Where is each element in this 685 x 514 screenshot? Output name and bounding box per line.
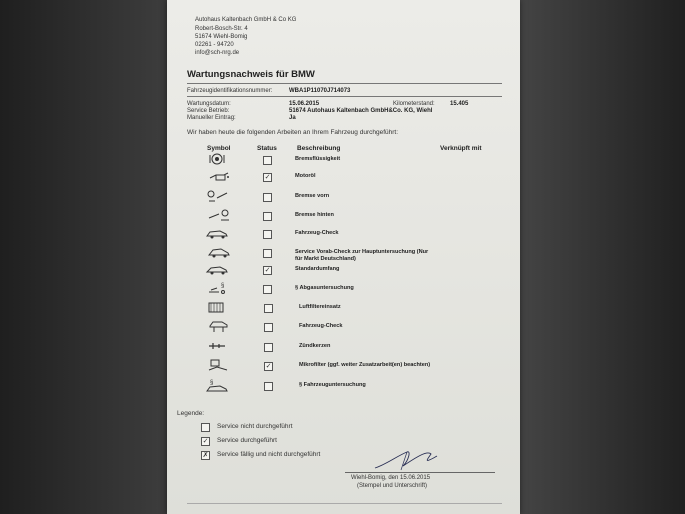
service-description: Luftfiltereinsatz [299, 304, 341, 310]
service-description-line2: für Markt Deutschland) [295, 256, 356, 262]
legend-checkbox [201, 451, 210, 460]
service-description: Standardumfang [295, 266, 340, 272]
service-description: Zündkerzen [299, 343, 331, 349]
dealer-name: Autohaus Kaltenbach GmbH & Co KG [195, 17, 297, 23]
vin-label: Fahrzeugidentifikationsnummer: [187, 88, 273, 94]
footer-divider [187, 503, 502, 504]
dealer-email: info@sch-nrg.de [195, 50, 240, 56]
legend-text: Service nicht durchgeführt [217, 423, 293, 430]
mileage-value: 15.405 [450, 101, 469, 107]
svg-text:§: § [221, 283, 225, 289]
legend-list [167, 0, 520, 514]
legend-mark: ✗ [202, 452, 209, 459]
dealer-street: Robert-Bosch-Str. 4 [195, 26, 248, 32]
checkmark: ✓ [265, 363, 272, 370]
service-description: Motoröl [295, 173, 316, 179]
service-description: Fahrzeug-Check [299, 323, 343, 329]
header-linked: Verknüpft mit [440, 145, 482, 152]
document-title: Wartungsnachweis für BMW [187, 69, 315, 80]
vin-value: WBA1P11070J714073 [289, 88, 351, 94]
checkmark: ✓ [264, 174, 271, 181]
legend-checkbox [201, 437, 210, 446]
svg-text:§: § [210, 380, 214, 386]
mileage-label: Kilometerstand: [393, 101, 435, 107]
dealer-phone: 02261 - 94720 [195, 42, 234, 48]
date-value: 15.06.2015 [289, 101, 320, 107]
checkmark: ✓ [264, 267, 271, 274]
service-description: Bremse vorn [295, 193, 330, 199]
workshop-value: 51674 Autohaus Kaltenbach GmbH&Co. KG, Wiehl [289, 108, 433, 114]
signature-caption: (Stempel und Unterschrift) [357, 483, 428, 489]
header-symbol: Symbol [207, 145, 231, 152]
header-status: Status [257, 145, 277, 152]
signature-line [345, 472, 495, 473]
header-description: Beschreibung [297, 145, 341, 152]
service-description: Mikrofilter (ggf. weiter Zusatzarbeit(en) beachten) [299, 362, 431, 368]
service-description: § Fahrzeuguntersuchung [299, 382, 366, 388]
background-right [520, 0, 685, 514]
intro-text: Wir haben heute die folgenden Arbeiten an Ihrem Fahrzeug durchgeführt: [187, 129, 399, 136]
legend-mark: ✓ [202, 438, 209, 445]
service-description: Bremse hinten [295, 212, 334, 218]
service-record-document [167, 0, 520, 514]
manual-entry-label: Manueller Eintrag: [187, 115, 236, 121]
signature-icon [367, 448, 467, 472]
workshop-label: Service Betrieb: [187, 108, 230, 114]
date-label: Wartungsdatum: [187, 101, 231, 107]
legend-text: Service fällig und nicht durchgeführt [217, 451, 321, 458]
service-description: Bremsflüssigkeit [295, 156, 341, 162]
background-left [0, 0, 160, 514]
signature-place-date: Wiehl-Bomig, den 15.06.2015 [351, 475, 431, 481]
service-description: Service Vorab-Check zur Hauptuntersuchung (Nur [295, 249, 429, 255]
service-description: § Abgasuntersuchung [295, 285, 354, 291]
legend-title: Legende: [177, 410, 205, 417]
legend-text: Service durchgeführt [217, 437, 277, 444]
manual-entry-value: Ja [289, 115, 296, 121]
service-description: Fahrzeug-Check [295, 230, 339, 236]
dealer-city: 51674 Wiehl-Bomig [195, 34, 248, 40]
legend-checkbox [201, 423, 210, 432]
